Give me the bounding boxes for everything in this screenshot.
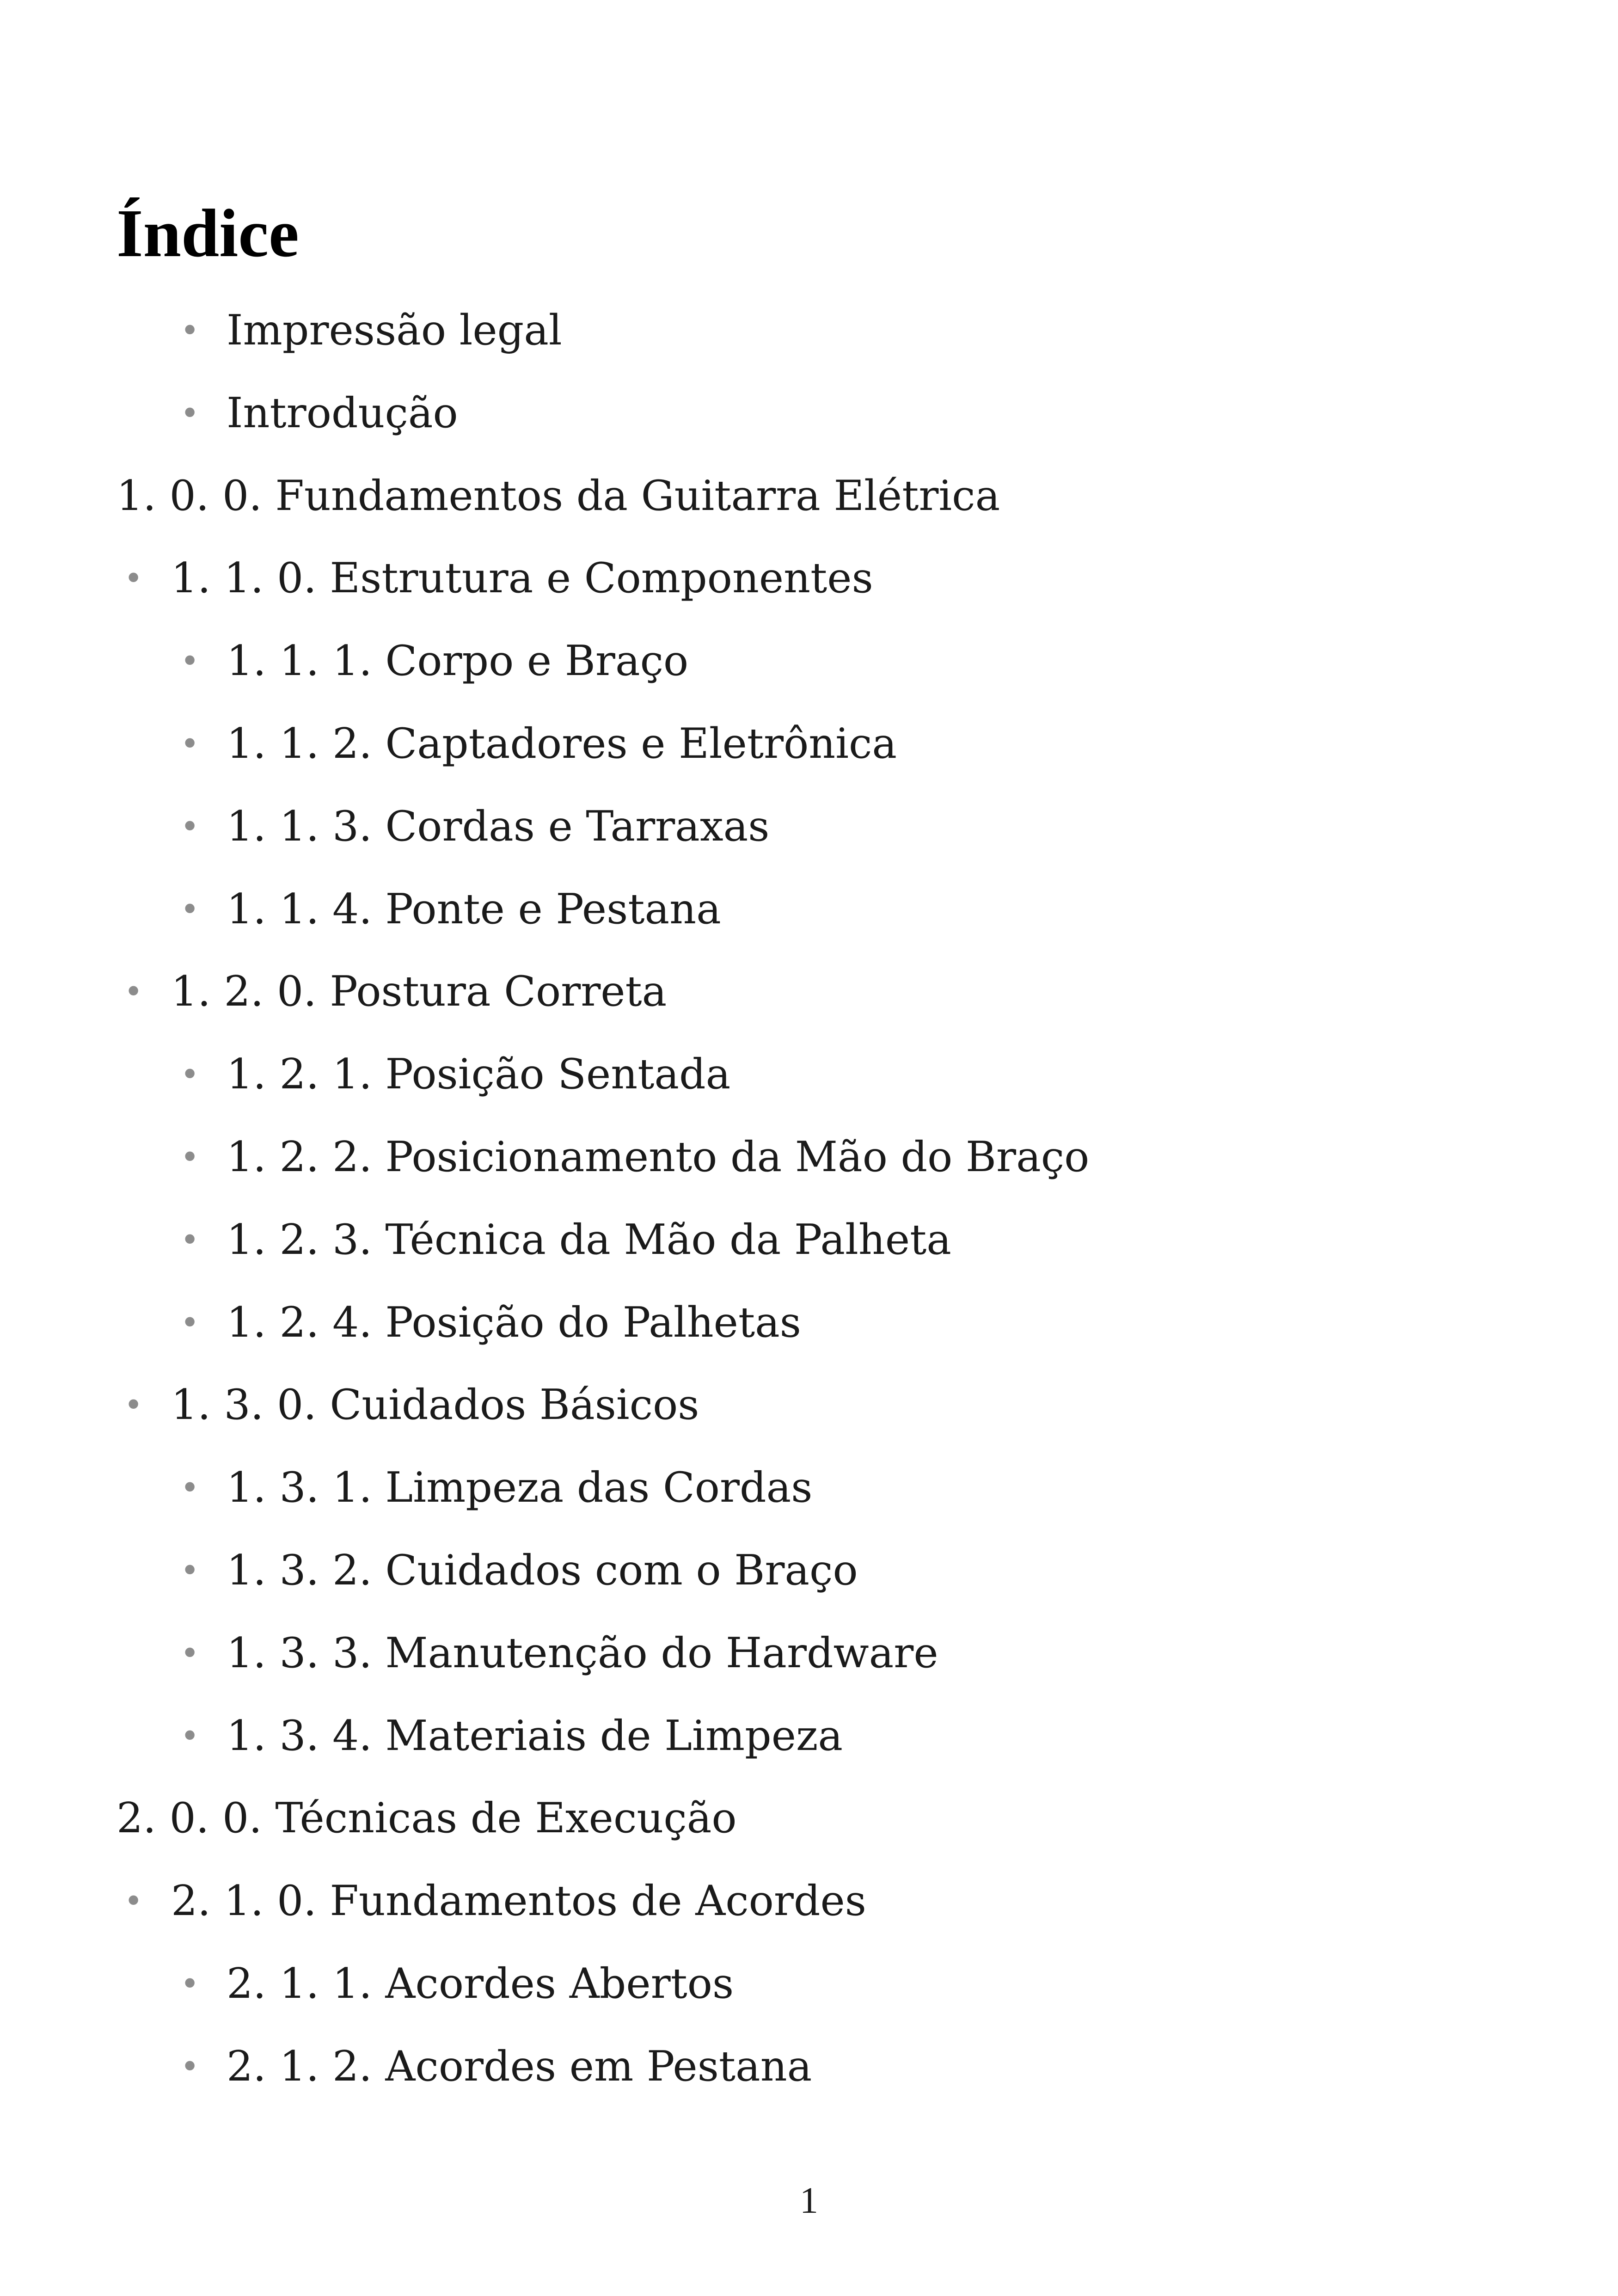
toc-entry-label: 1. 1. 3. Cordas e Tarraxas xyxy=(227,802,770,851)
toc-entry-label: 1. 2. 3. Técnica da Mão da Palheta xyxy=(227,1215,951,1264)
toc-entry[interactable] xyxy=(0,296,1618,379)
toc-entry[interactable] xyxy=(0,1370,1618,1453)
toc-entry-label: 1. 1. 4. Ponte e Pestana xyxy=(227,884,721,933)
page-number: 1 xyxy=(800,2180,818,2221)
bullet-icon: • xyxy=(124,973,143,1011)
bullet-icon: • xyxy=(180,1634,200,1672)
bullet-icon: • xyxy=(180,807,200,846)
bullet-icon: • xyxy=(180,724,200,763)
bullet-icon: • xyxy=(180,2047,200,2086)
toc-entry-label: Introdução xyxy=(227,388,458,437)
toc-entry[interactable] xyxy=(0,1949,1618,2032)
bullet-icon: • xyxy=(124,1882,143,1921)
toc-entry-label: 1. 1. 0. Estrutura e Componentes xyxy=(171,554,873,603)
toc-entry[interactable] xyxy=(0,379,1618,461)
bullet-icon: • xyxy=(180,1551,200,1590)
toc-entry-label: 1. 3. 1. Limpeza das Cordas xyxy=(227,1463,813,1512)
bullet-icon: • xyxy=(180,1717,200,1755)
toc-entry[interactable] xyxy=(0,626,1618,709)
toc-entry-label: 2. 1. 1. Acordes Abertos xyxy=(227,1959,734,2008)
toc-chapter-entry[interactable] xyxy=(0,461,1618,544)
toc-entry[interactable] xyxy=(0,957,1618,1040)
toc-entry[interactable] xyxy=(0,1701,1618,1784)
toc-entry-label: 1. 2. 4. Posição do Palhetas xyxy=(227,1298,801,1347)
toc-entry[interactable] xyxy=(0,1453,1618,1536)
toc-entry[interactable] xyxy=(0,1288,1618,1371)
toc-entry[interactable] xyxy=(0,1619,1618,1701)
toc-entry[interactable] xyxy=(0,1866,1618,1949)
toc-entry-label: 1. 2. 1. Posição Sentada xyxy=(227,1050,731,1099)
toc-entry-label: 1. 3. 4. Materiais de Limpeza xyxy=(227,1711,843,1760)
toc-entry-label: 1. 3. 3. Manutenção do Hardware xyxy=(227,1628,938,1677)
toc-entry-label: Impressão legal xyxy=(227,306,562,355)
bullet-icon: • xyxy=(180,890,200,928)
bullet-icon: • xyxy=(180,1964,200,2003)
toc-entry[interactable] xyxy=(0,1123,1618,1205)
toc-chapter-entry[interactable] xyxy=(0,1784,1618,1866)
toc-entry[interactable] xyxy=(0,875,1618,958)
toc-entry-label: 1. 2. 2. Posicionamento da Mão do Braço xyxy=(227,1132,1090,1181)
bullet-icon: • xyxy=(124,1386,143,1424)
toc-entry-label: 1. 1. 2. Captadores e Eletrônica xyxy=(227,719,897,768)
bullet-icon: • xyxy=(180,1221,200,1259)
toc-entry[interactable] xyxy=(0,2032,1618,2115)
toc-entry[interactable] xyxy=(0,544,1618,626)
bullet-icon: • xyxy=(180,1469,200,1507)
toc-entry[interactable] xyxy=(0,1536,1618,1619)
bullet-icon: • xyxy=(124,559,143,598)
toc-entry-label: 2. 1. 0. Fundamentos de Acordes xyxy=(171,1877,866,1926)
toc-entry[interactable] xyxy=(0,1205,1618,1288)
bullet-icon: • xyxy=(180,394,200,432)
bullet-icon: • xyxy=(180,642,200,681)
toc-entry-label: 1. 3. 2. Cuidados com o Braço xyxy=(227,1546,858,1595)
bullet-icon: • xyxy=(180,1138,200,1176)
toc-title: Índice xyxy=(116,196,299,271)
toc-entry-label: 1. 1. 1. Corpo e Braço xyxy=(227,637,689,686)
toc-entry-label: 1. 2. 0. Postura Correta xyxy=(171,967,667,1016)
toc-entry[interactable] xyxy=(0,792,1618,875)
bullet-icon: • xyxy=(180,1303,200,1342)
toc-entry-label: 2. 1. 2. Acordes em Pestana xyxy=(227,2042,812,2091)
toc-entry[interactable] xyxy=(0,1040,1618,1123)
toc-entry-label: 2. 0. 0. Técnicas de Execução xyxy=(116,1794,737,1843)
toc-entry-label: 1. 3. 0. Cuidados Básicos xyxy=(171,1381,699,1430)
toc-entry-label: 1. 0. 0. Fundamentos da Guitarra Elétrica xyxy=(116,471,1000,520)
bullet-icon: • xyxy=(180,312,200,350)
bullet-icon: • xyxy=(180,1056,200,1094)
toc-entry[interactable] xyxy=(0,709,1618,792)
toc-list xyxy=(0,296,1618,2115)
